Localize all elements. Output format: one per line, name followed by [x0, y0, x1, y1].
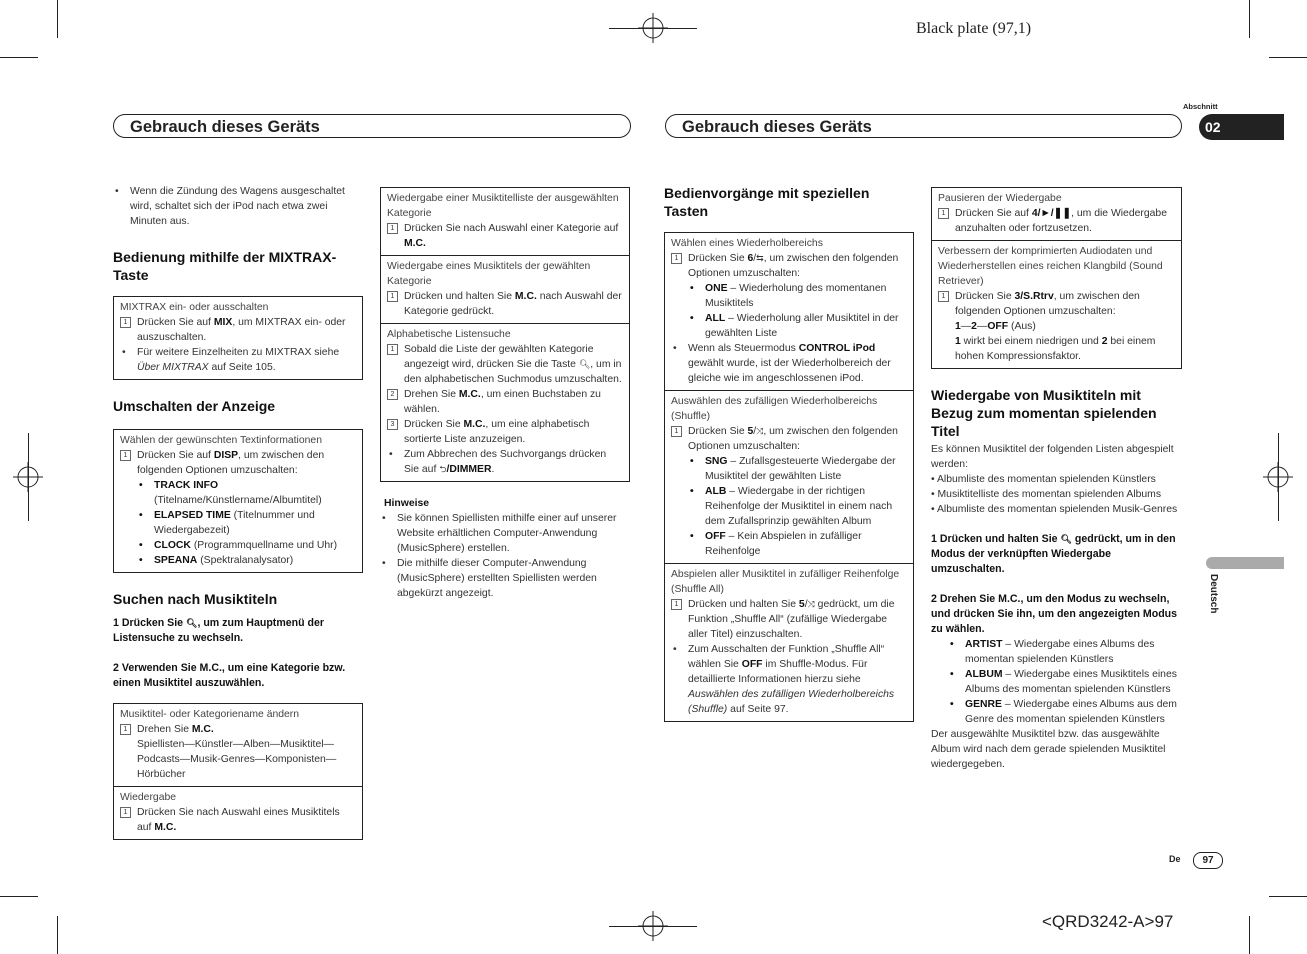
shuffle-box — [664, 391, 914, 564]
registration-mark-icon — [13, 462, 43, 492]
box-title: Abspielen aller Musiktitel in zufälliger Reihenfolge (Shuffle All) — [671, 569, 900, 595]
column-3 — [664, 184, 914, 722]
shuffle-icon: ⤨ — [756, 426, 764, 436]
list-item: • Musiktitelliste des momentan spielenden Albums — [931, 489, 1162, 500]
step-item: 3 Drücken Sie M.C., um eine alphabetisch sortierte Liste anzuzeigen. — [387, 417, 623, 447]
registration-mark-icon — [638, 13, 668, 43]
crop-mark — [1249, 0, 1250, 38]
step-item: 1 Sobald die Liste der gewählten Kategorie angezeigt wird, drücken Sie die Taste 🔍︎, um in den alphabetischen Suchmodus umzuschalten. — [387, 342, 623, 387]
crop-mark — [1249, 916, 1250, 954]
plate-label: Black plate (97,1) — [916, 20, 1032, 37]
page-lang: De — [1169, 854, 1181, 864]
option-item: • GENRE – Wiedergabe eines Albums aus dem Genre des momentan spielenden Künstlers — [931, 697, 1182, 727]
section-number-tab: 02 — [1199, 114, 1284, 140]
footer-code: <QRD3242-A>97 — [1042, 912, 1174, 931]
repeat-icon: ⇆ — [756, 253, 764, 263]
option-item: • ALB – Wiedergabe in der richtigen Reihenfolge der Musiktitel in einem nach dem Zufallsprinzip gewählten Album — [671, 484, 907, 529]
language-label: Deutsch — [1208, 574, 1219, 614]
registration-mark-icon — [1263, 462, 1293, 492]
crop-mark — [1269, 896, 1307, 897]
crop-mark — [0, 57, 38, 58]
crop-mark — [57, 916, 58, 954]
option-item: • SPEANA (Spektralanalysator) — [120, 553, 356, 568]
right-section-header: Gebrauch dieses Geräts — [665, 114, 1182, 138]
step-item: 1 Drücken Sie auf MIX, um MIXTRAX ein- oder auszuschalten. — [120, 315, 356, 345]
step-item: 1 Drücken Sie nach Auswahl einer Kategorie auf M.C. — [387, 221, 623, 251]
crop-mark — [0, 896, 38, 897]
box-title: Wiedergabe — [120, 792, 177, 803]
heading-suchen: Suchen nach Musiktiteln — [113, 591, 278, 607]
column-1 — [113, 184, 363, 840]
note-bullet: • Für weitere Einzelheiten zu MIXTRAX siehe Über MIXTRAX auf Seite 105. — [120, 345, 356, 375]
option-item: • ALBUM – Wiedergabe eines Musiktitels eines Albums des momentan spielenden Künstlers — [931, 667, 1182, 697]
box-title: Verbessern der komprimierten Audiodaten und Wiederherstellen eines reichen Klangbild (Sound Retriever) — [938, 246, 1163, 287]
wiederhol-box — [664, 232, 914, 391]
registration-mark-icon — [638, 911, 668, 941]
step-item: 1 Drücken Sie auf DISP, um zwischen den folgenden Optionen umzuschalten: — [120, 448, 356, 478]
musiktitel-box — [113, 703, 363, 787]
shuffle-icon: ⤨ — [807, 599, 815, 609]
shuffle-all-box — [664, 564, 914, 722]
heading-mixtrax: Bedienung mithilfe der MIXTRAX-Taste — [113, 249, 337, 283]
step-item: 2 Drehen Sie M.C., um einen Buchstaben zu wählen. — [387, 387, 623, 417]
option-item: • ALL – Wiederholung aller Musiktitel in der gewählten Liste — [671, 311, 907, 341]
options-note: 1 wirkt bei einem niedrigen und 2 bei einem hohen Kompressionsfaktor. — [955, 336, 1156, 362]
box-title: Wiedergabe einer Musiktitelliste der ausgewählten Kategorie — [387, 193, 619, 219]
numbered-step: 1 Drücken Sie 🔍︎, um zum Hauptmenü der Listensuche zu wechseln. — [113, 617, 324, 644]
note-bullet: • Wenn als Steuermodus CONTROL iPod gewählt wurde, ist der Wiederholbereich der gleiche wie im angeschlossenen iPod. — [671, 341, 907, 386]
play-pause-icon: /►/❚❚ — [1037, 208, 1072, 219]
numbered-step: 2 Verwenden Sie M.C., um eine Kategorie bzw. einen Musiktitel auszuwählen. — [113, 662, 346, 689]
step-item: 1 Drehen Sie M.C. Spiellisten—Künstler—Alben—Musiktitel—Podcasts—Musik-Genres—Komponisten—Hörbücher — [120, 722, 356, 782]
column-4 — [931, 187, 1182, 772]
option-item: • OFF – Kein Abspielen in zufälliger Reihenfolge — [671, 529, 907, 559]
option-item: • CLOCK (Programmquellname und Uhr) — [120, 538, 356, 553]
search-icon: 🔍︎ — [578, 359, 591, 369]
crop-mark — [57, 0, 58, 38]
anzeige-box — [113, 429, 363, 573]
step-item: 1 Drücken Sie nach Auswahl eines Musiktitels auf M.C. — [120, 805, 356, 835]
box-title: Alphabetische Listensuche — [387, 329, 511, 340]
box-title: Wählen der gewünschten Textinformationen — [120, 435, 322, 446]
step-item: 1 Drücken und halten Sie 5/⤨ gedrückt, um die Funktion „Shuffle All“ (zufällige Wiedergabe aller Titel) einzuschalten. — [671, 597, 907, 642]
column-2 — [380, 187, 630, 601]
sound-retriever-box — [931, 241, 1182, 369]
list-item: • Albumliste des momentan spielenden Musik-Genres — [931, 504, 1178, 515]
box-title: Musiktitel- oder Kategoriename ändern — [120, 709, 300, 720]
option-item: • TRACK INFO (Titelname/Künstlername/Albumtitel) — [120, 478, 356, 508]
numbered-step: 1 Drücken und halten Sie 🔍︎ gedrückt, um in den Modus der verknüpften Wiedergabe umzuschalten. — [931, 533, 1176, 575]
step-item: 1 Drücken Sie 3/S.Rtrv, um zwischen den folgenden Optionen umzuschalten: — [938, 289, 1175, 319]
step-item: 1 Drücken Sie auf 4/►/❚❚, um die Wiedergabe anzuhalten oder fortzusetzen. — [938, 206, 1175, 236]
box-title: Auswählen des zufälligen Wiederholbereichs (Shuffle) — [671, 396, 878, 422]
step-item: 1 Drücken Sie 6/⇆, um zwischen den folgenden Optionen umzuschalten: — [671, 251, 907, 281]
heading-wiedergabe: Wiedergabe von Musiktiteln mit Bezug zum momentan spielenden Titel — [931, 387, 1157, 439]
box-title: Pausieren der Wiedergabe — [938, 193, 1062, 204]
hinweise-heading: Hinweise — [384, 498, 430, 509]
intro-bullet: • Wenn die Zündung des Wagens ausgeschaltet wird, schaltet sich der iPod nach etwa zwei Minuten aus. — [113, 184, 363, 229]
left-section-header: Gebrauch dieses Geräts — [113, 114, 631, 138]
alphabet-box — [380, 324, 630, 482]
box-title: Wiedergabe eines Musiktitels der gewählten Kategorie — [387, 261, 591, 287]
heading-anzeige: Umschalten der Anzeige — [113, 398, 276, 414]
pause-box — [931, 187, 1182, 241]
search-icon: 🔍︎ — [186, 618, 198, 628]
box-title: MIXTRAX ein- oder ausschalten — [120, 302, 269, 313]
option-item: • SNG – Zufallsgesteuerte Wiedergabe der Musiktitel der gewählten Liste — [671, 454, 907, 484]
wiedergabe-box — [113, 787, 363, 840]
option-item: • ELAPSED TIME (Titelnummer und Wiedergabezeit) — [120, 508, 356, 538]
note-bullet: • Zum Abbrechen des Suchvorgangs drücken Sie auf ⮌/DIMMER. — [387, 447, 623, 477]
search-icon: 🔍︎ — [1060, 534, 1072, 544]
intro-text: Es können Musiktitel der folgenden Listen abgespielt werden: — [931, 444, 1174, 470]
language-sidebar-bar — [1206, 557, 1284, 569]
outro-text: Der ausgewählte Musiktitel bzw. das ausgewählte Album wird nach dem gerade spielenden Musiktitel wiedergegeben. — [931, 729, 1166, 770]
section-label: Abschnitt — [1183, 102, 1218, 111]
note-bullet: • Zum Ausschalten der Funktion „Shuffle All“ wählen Sie OFF im Shuffle-Modus. Für detaillierte Informationen hierzu siehe Auswählen des zufälligen Wiederholbereichs (Shuffle) auf Seite 97. — [671, 642, 907, 717]
note-bullet: • Die mithilfe dieser Computer-Anwendung (MusicSphere) erstellten Spiellisten werden abgekürzt angezeigt. — [380, 556, 630, 601]
crop-mark — [1269, 57, 1307, 58]
heading-bedien: Bedienvorgänge mit speziellen Tasten — [664, 185, 870, 219]
box-title: Wählen eines Wiederholbereichs — [671, 238, 823, 249]
option-item: • ARTIST – Wiedergabe eines Albums des momentan spielenden Künstlers — [931, 637, 1182, 667]
page-number: 97 — [1193, 852, 1223, 869]
options-line: 1—2—OFF (Aus) — [955, 321, 1036, 332]
kategorie-box — [380, 256, 630, 324]
option-item: • ONE – Wiederholung des momentanen Musiktitels — [671, 281, 907, 311]
liste-box — [380, 187, 630, 256]
list-item: • Albumliste des momentan spielenden Künstlers — [931, 474, 1156, 485]
return-icon: ⮌ — [439, 464, 447, 474]
step-item: 1 Drücken Sie 5/⤨, um zwischen den folgenden Optionen umzuschalten: — [671, 424, 907, 454]
mixtrax-box — [113, 296, 363, 380]
numbered-step: 2 Drehen Sie M.C., um den Modus zu wechseln, und drücken Sie ihn, um den angezeigten Modus zu wählen. — [931, 593, 1178, 635]
note-bullet: • Sie können Spiellisten mithilfe einer auf unserer Website erhältlichen Computer-Anwendung (MusicSphere) erstellen. — [380, 511, 630, 556]
step-item: 1 Drücken und halten Sie M.C. nach Auswahl der Kategorie gedrückt. — [387, 289, 623, 319]
